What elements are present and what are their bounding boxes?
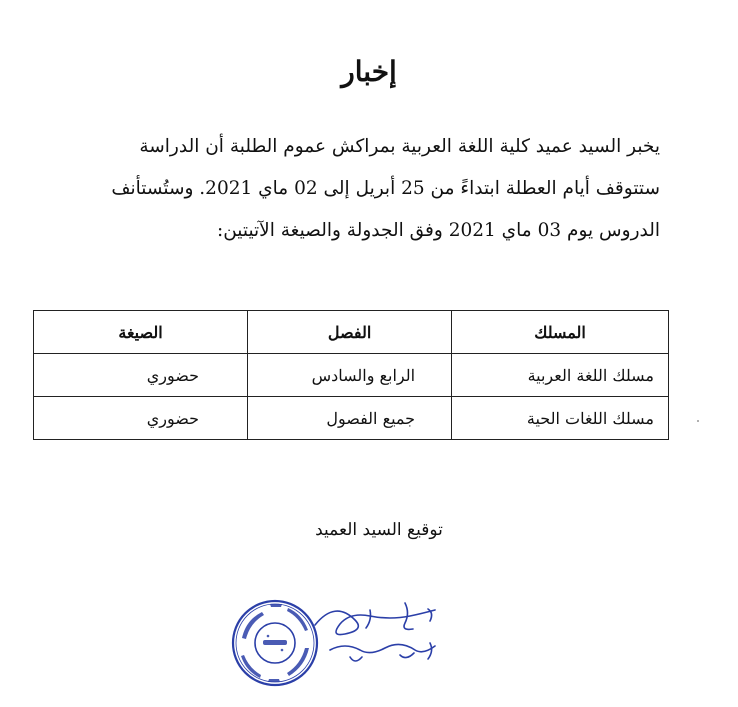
header-mode: الصيغة (34, 311, 248, 354)
header-semester: الفصل (248, 311, 452, 354)
body-line-1: يخبر السيد عميد كلية اللغة العربية بمراكش عموم الطلبة أن الدراسة (139, 136, 660, 157)
table-header-row (34, 311, 669, 354)
handwritten-signature (310, 595, 450, 675)
cell-semester: الرابع والسادس (248, 354, 452, 397)
document-title: إخبار (341, 55, 397, 88)
announcement-body (70, 126, 660, 252)
scan-speck (697, 420, 699, 422)
schedule-table (33, 310, 669, 440)
official-stamp (230, 598, 320, 688)
body-line-3: الدروس يوم 03 ماي 2021 وفق الجدولة والصيغة الآتيتين: (216, 220, 660, 241)
table-row (34, 354, 669, 397)
cell-track: مسلك اللغة العربية (452, 354, 669, 397)
signature-label: توقيع السيد العميد (315, 520, 443, 540)
body-line-2: ستتوقف أيام العطلة ابتداءً من 25 أبريل إلى 02 ماي 2021. وستُستأنف (111, 178, 660, 199)
cell-track: مسلك اللغات الحية (452, 397, 669, 440)
cell-mode: حضوري (34, 354, 248, 397)
header-track: المسلك (452, 311, 669, 354)
cell-mode: حضوري (34, 397, 248, 440)
cell-semester: جميع الفصول (248, 397, 452, 440)
table-row (34, 397, 669, 440)
